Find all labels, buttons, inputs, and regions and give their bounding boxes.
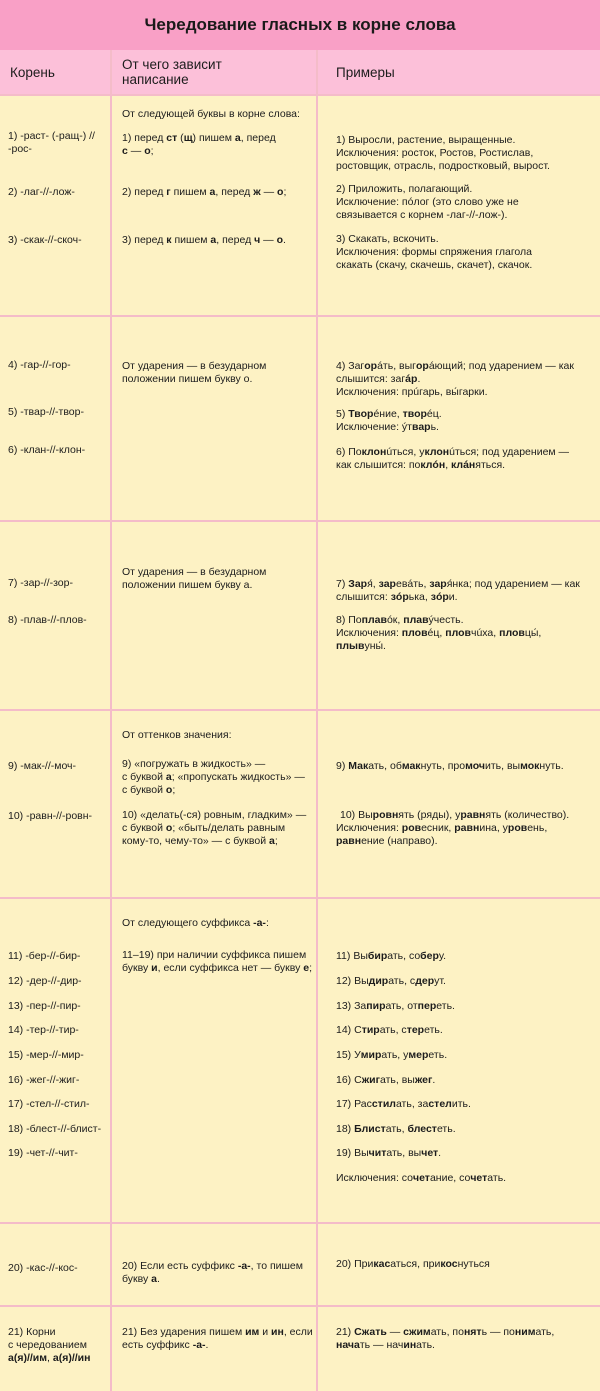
rule-text: 1) перед ст (щ) пишем а, перед bbox=[122, 132, 276, 144]
example-text: 5) Творéние, творéц. bbox=[336, 408, 442, 420]
example-text: слышится: зóрька, зóри. bbox=[336, 591, 458, 603]
example-text: 15) Умирать, умереть. bbox=[336, 1049, 448, 1061]
example-text: 18) Блистать, блестеть. bbox=[336, 1123, 456, 1135]
example-text: 11) Выбирать, соберу. bbox=[336, 950, 447, 962]
row-divider bbox=[0, 1222, 600, 1224]
header-root: Корень bbox=[10, 64, 55, 80]
example-text: Исключения: росток, Ростов, Ростислав, bbox=[336, 147, 534, 159]
header-examples: Примеры bbox=[336, 64, 395, 80]
column-divider bbox=[316, 50, 318, 1391]
root-cell: -рос- bbox=[8, 143, 32, 155]
root-cell: 19) -чет-//-чит- bbox=[8, 1147, 78, 1159]
example-text: 7) Заря́, заревáть, заря́нка; под ударением — как bbox=[336, 578, 580, 590]
example-text: 17) Расстилать, застелить. bbox=[336, 1098, 471, 1110]
root-cell: 10) -равн-//-ровн- bbox=[8, 810, 93, 822]
column-divider bbox=[110, 50, 112, 1391]
example-text: 16) Сжигать, выжег. bbox=[336, 1074, 436, 1086]
example-text: Исключения: формы спряжения глагола bbox=[336, 246, 532, 258]
rule-text: 11–19) при наличии суффикса пишем bbox=[122, 949, 307, 961]
root-cell: 16) -жег-//-жиг- bbox=[8, 1074, 80, 1086]
example-text: 8) Поплавóк, плавýчесть. bbox=[336, 614, 464, 626]
example-text: Исключения: пловéц, пловчúха, пловцы́, bbox=[336, 627, 542, 639]
rule-text: 2) перед г пишем а, перед ж — о; bbox=[122, 186, 287, 198]
rule-text: с буквой о; bbox=[122, 784, 176, 796]
rule-text: 10) «делать(-ся) ровным, гладким» — bbox=[122, 809, 307, 821]
condition-text: положении пишем букву о. bbox=[122, 373, 253, 385]
root-cell: 8) -плав-//-плов- bbox=[8, 614, 87, 626]
root-cell: 13) -пер-//-пир- bbox=[8, 1000, 81, 1012]
root-cell: 17) -стел-//-стил- bbox=[8, 1098, 90, 1110]
example-text: 10) Выровнять (ряды), уравнять (количество). bbox=[340, 809, 570, 821]
root-cell: 9) -мак-//-моч- bbox=[8, 760, 77, 772]
example-text: 12) Выдирать, сдерут. bbox=[336, 975, 446, 987]
rule-text: 9) «погружать в жидкость» — bbox=[122, 758, 266, 770]
example-text: начать — начинать. bbox=[336, 1339, 435, 1351]
example-text: Исключения: ровесник, равнина, уровень, bbox=[336, 822, 548, 834]
table-header bbox=[0, 50, 600, 94]
row-divider bbox=[0, 315, 600, 317]
rule-text: есть суффикс -а-. bbox=[122, 1339, 209, 1351]
root-cell: 3) -скак-//-скоч- bbox=[8, 234, 82, 246]
example-text: 20) Прикасаться, прикоснуться bbox=[336, 1258, 490, 1270]
example-text: Исключение: ýтварь. bbox=[336, 421, 439, 433]
rule-text: букву и, если суффикса нет — букву е; bbox=[122, 962, 313, 974]
root-cell: с чередованием bbox=[8, 1339, 87, 1351]
rule-text: с — о; bbox=[122, 145, 154, 157]
root-cell: а(я)//им, а(я)//ин bbox=[8, 1352, 91, 1364]
example-text: 2) Приложить, полагающий. bbox=[336, 183, 473, 195]
root-cell: 18) -блест-//-блист- bbox=[8, 1123, 102, 1135]
root-cell: 12) -дер-//-дир- bbox=[8, 975, 82, 987]
example-text: скакать (скачу, скачешь, скачет), скачок. bbox=[336, 259, 533, 271]
root-cell: 5) -твар-//-твор- bbox=[8, 406, 84, 418]
example-text: 1) Выросли, растение, выращенные. bbox=[336, 134, 516, 146]
example-text: 9) Макать, обмакнуть, промочить, вымокнуть. bbox=[336, 760, 564, 772]
condition-text: От следующей буквы в корне слова: bbox=[122, 108, 300, 120]
example-text: Исключение: пóлог (это слово уже не bbox=[336, 196, 519, 208]
row-divider bbox=[0, 709, 600, 711]
root-cell: 15) -мер-//-мир- bbox=[8, 1049, 84, 1061]
condition-text: положении пишем букву а. bbox=[122, 579, 253, 591]
row-divider bbox=[0, 1305, 600, 1307]
example-text: плывуны́. bbox=[336, 640, 386, 652]
example-text: 14) Стирать, стереть. bbox=[336, 1024, 443, 1036]
rule-text: букву а. bbox=[122, 1273, 160, 1285]
example-text: равнение (направо). bbox=[336, 835, 438, 847]
example-text: 4) Загорáть, выгорáющий; под ударением — как bbox=[336, 360, 574, 372]
root-cell: 20) -кас-//-кос- bbox=[8, 1262, 78, 1274]
condition-text: От следующего суффикса -а-: bbox=[122, 917, 269, 929]
root-cell: 1) -раст- (-ращ-) // bbox=[8, 130, 95, 142]
example-text: 21) Сжать — сжимать, понять — понимать, bbox=[336, 1326, 555, 1338]
root-cell: 7) -зар-//-зор- bbox=[8, 577, 73, 589]
rule-text: кому-то, чему-то» — с буквой а; bbox=[122, 835, 278, 847]
row-divider bbox=[0, 897, 600, 899]
rule-text: 3) перед к пишем а, перед ч — о. bbox=[122, 234, 286, 246]
rule-text: 21) Без ударения пишем им и ин, если bbox=[122, 1326, 313, 1338]
condition-text: От ударения — в безударном bbox=[122, 360, 267, 372]
row-divider bbox=[0, 520, 600, 522]
row-divider bbox=[0, 94, 600, 96]
example-text: 19) Вычитать, вычет. bbox=[336, 1147, 442, 1159]
table-title: Чередование гласных в корне слова bbox=[0, 0, 600, 50]
root-cell: 14) -тер-//-тир- bbox=[8, 1024, 79, 1036]
rule-text: 20) Если есть суффикс -а-, то пишем bbox=[122, 1260, 303, 1272]
root-cell: 6) -клан-//-клон- bbox=[8, 444, 86, 456]
rule-text: с буквой о; «быть/делать равным bbox=[122, 822, 286, 834]
root-cell: 4) -гар-//-гор- bbox=[8, 359, 71, 371]
condition-text: От ударения — в безударном bbox=[122, 566, 267, 578]
root-cell: 21) Корни bbox=[8, 1326, 56, 1338]
root-cell: 11) -бер-//-бир- bbox=[8, 950, 81, 962]
example-text: 3) Скакать, вскочить. bbox=[336, 233, 439, 245]
example-text: Исключения: сочетание, сочетать. bbox=[336, 1172, 507, 1184]
example-text: связывается с корнем -лаг-//-лож-). bbox=[336, 209, 508, 221]
root-cell: 2) -лаг-//-лож- bbox=[8, 186, 75, 198]
header-depends: От чего зависит написание bbox=[122, 57, 222, 87]
rule-text: с буквой а; «пропускать жидкость» — bbox=[122, 771, 305, 783]
example-text: как слышится: поклóн, клáняться. bbox=[336, 459, 506, 471]
example-text: слышится: загáр. bbox=[336, 373, 421, 385]
condition-text: От оттенков значения: bbox=[122, 729, 232, 741]
example-text: Исключения: прúгарь, вы́гарки. bbox=[336, 386, 488, 398]
example-text: 13) Запирать, отпереть. bbox=[336, 1000, 455, 1012]
example-text: 6) Поклонúться, уклонúться; под ударением — bbox=[336, 446, 570, 458]
example-text: ростовщик, отрасль, подростковый, вырост. bbox=[336, 160, 550, 172]
